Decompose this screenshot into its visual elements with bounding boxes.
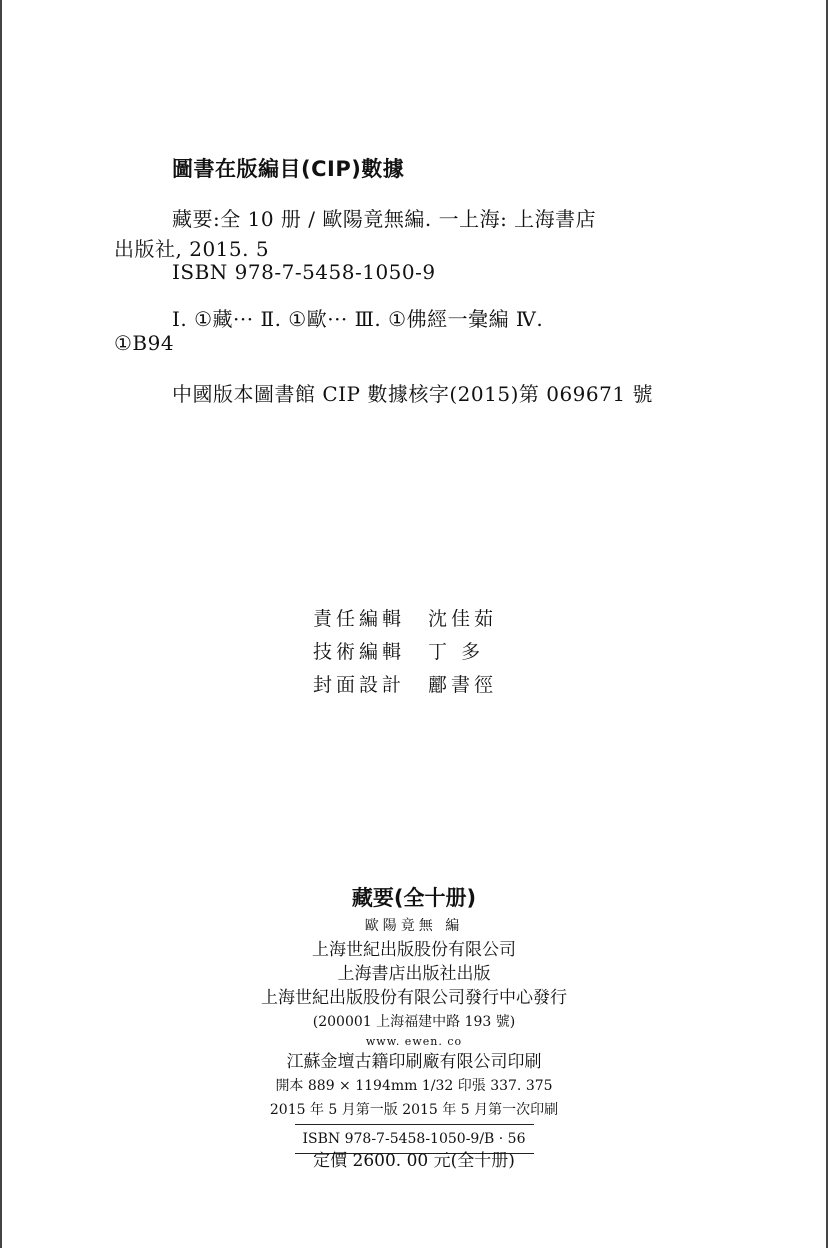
credit-name: 丁 多 [428,641,485,663]
edition-info: 2015 年 5 月第一版 2015 年 5 月第一次印刷 [269,1102,559,1118]
credits-block [313,604,497,703]
publisher-website: www. ewen. co [365,1035,463,1048]
credit-name: 酈書徑 [428,674,498,696]
cip-record-line2: 出版社, 2015. 5 [114,237,270,261]
credit-row [313,670,497,703]
publisher-group: 上海世紀出版股份有限公司 [312,940,516,960]
cip-isbn: ISBN 978-7-5458-1050-9 [172,260,436,284]
page-edge-left [0,0,2,1248]
cip-record-line1: 藏要:全 10 册 / 歐陽竟無編. 一上海: 上海書店 [172,207,597,231]
credit-name: 沈佳茹 [428,608,498,630]
credit-role: 封面設計 [313,674,406,696]
publisher: 上海書店出版社出版 [337,964,491,984]
book-format: 開本 889 × 1194mm 1/32 印張 337. 375 [275,1078,553,1094]
distributor: 上海世紀出版股份有限公司發行中心發行 [261,988,567,1008]
book-title: 藏要(全十册) [351,886,477,910]
credit-row [313,604,497,637]
book-author: 歐陽竟無 編 [364,918,464,934]
credit-role: 技術編輯 [313,641,406,663]
cip-heading: 圖書在版編目(CIP)數據 [172,157,405,181]
colophon-block [214,882,614,1174]
printer: 江蘇金壇古籍印刷廠有限公司印刷 [286,1052,542,1072]
credit-row [313,637,497,670]
book-price: 定價 2600. 00 元(全十册) [313,1151,515,1171]
publisher-address: (200001 上海福建中路 193 號) [312,1014,516,1030]
cip-classification-line1: Ⅰ. ①藏··· Ⅱ. ①歐··· Ⅲ. ①佛經一彙編 Ⅳ. [172,307,544,331]
cip-classification-line2: ①B94 [114,331,175,355]
colophon-isbn: ISBN 978-7-5458-1050-9/B · 56 [295,1124,534,1154]
credit-role: 責任編輯 [313,608,406,630]
cip-library-note: 中國版本圖書館 CIP 數據核字(2015)第 069671 號 [172,382,653,406]
